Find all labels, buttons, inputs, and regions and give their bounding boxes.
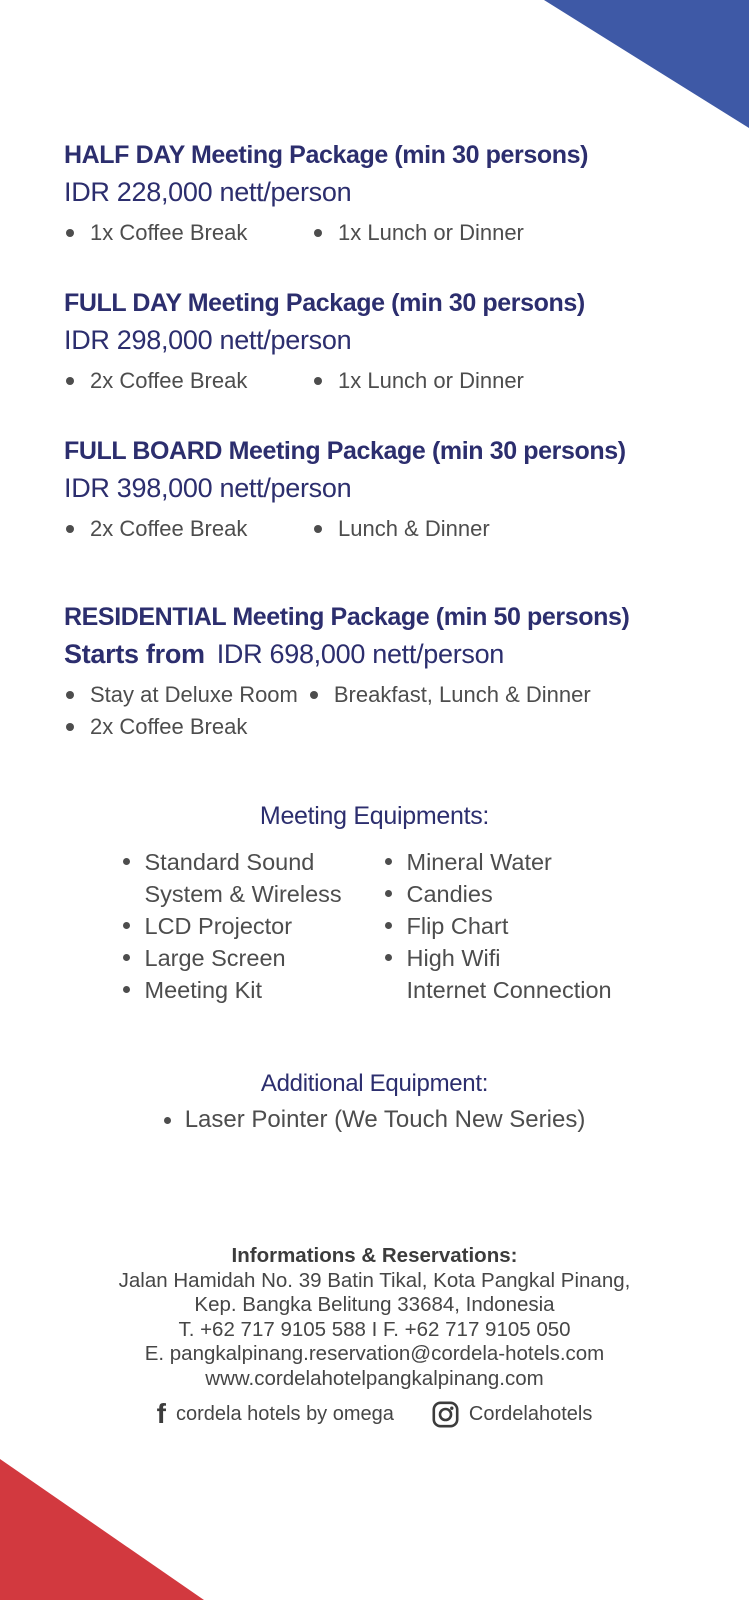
bullet-icon — [66, 377, 74, 385]
bullet-icon — [385, 858, 392, 865]
equipment-label: Meeting Kit — [144, 977, 263, 1003]
equipment-item — [385, 846, 627, 878]
address-line: Jalan Hamidah No. 39 Batin Tikal, Kota Pangkal Pinang, — [118, 1268, 631, 1292]
equipment-label: Standard Sound — [144, 849, 315, 875]
facebook-icon: f — [156, 1398, 166, 1429]
package-price: IDR 228,000 nett/person — [64, 177, 352, 207]
email-line: E. pangkalpinang.reservation@cordela-hotels.com — [144, 1342, 605, 1365]
package-half-day — [64, 138, 712, 248]
package-bullet — [312, 366, 524, 396]
bullet-icon — [66, 229, 74, 237]
equipment-right-column — [385, 846, 627, 1006]
blue-corner-triangle — [544, 0, 749, 128]
equipment-label: Candies — [406, 881, 493, 907]
website-line: www.cordelahotelpangkalpinang.com — [205, 1366, 544, 1390]
equipment-label: LCD Projector — [144, 913, 293, 939]
equipment-label: System & Wireless — [144, 881, 342, 907]
bullet-label: Stay at Deluxe Room — [90, 682, 298, 707]
facebook-label: cordela hotels by omega — [175, 1402, 394, 1425]
facebook-group — [157, 1400, 394, 1428]
package-price — [64, 636, 712, 672]
bullet-icon — [385, 954, 392, 961]
bullet-icon — [123, 922, 130, 929]
bullet-icon — [385, 922, 392, 929]
package-bullet-row — [64, 680, 712, 710]
bullet-icon — [66, 525, 74, 533]
package-price-value: IDR 698,000 nett/person — [216, 639, 505, 669]
bullet-icon — [66, 723, 74, 731]
equipment-item-continuation — [385, 974, 627, 1006]
equipment-item-continuation — [123, 878, 385, 910]
package-bullet — [312, 514, 490, 544]
additional-item-label: Laser Pointer (We Touch New Series) — [184, 1106, 586, 1133]
equipment-item — [123, 974, 385, 1006]
bullet-icon — [314, 229, 322, 237]
red-corner-triangle — [0, 1459, 204, 1600]
equipment-item — [385, 910, 627, 942]
package-price: IDR 398,000 nett/person — [64, 473, 352, 503]
footer-contact-block — [0, 1244, 749, 1428]
package-bullet-row — [64, 218, 712, 248]
equipment-label: Mineral Water — [406, 849, 552, 875]
package-title: HALF DAY Meeting Package (min 30 persons) — [64, 141, 589, 169]
package-bullet — [308, 680, 591, 710]
meeting-equipment-section — [0, 800, 749, 1006]
additional-equipment-section — [0, 1068, 749, 1136]
social-row — [0, 1400, 749, 1428]
package-title: RESIDENTIAL Meeting Package (min 50 persons) — [64, 603, 630, 631]
equipment-item — [123, 846, 385, 878]
bullet-label: Breakfast, Lunch & Dinner — [333, 682, 591, 707]
bullet-label: 2x Coffee Break — [90, 368, 248, 393]
instagram-label: Cordelahotels — [468, 1402, 593, 1425]
instagram-group — [432, 1401, 592, 1428]
package-bullet — [64, 514, 312, 544]
package-title: FULL BOARD Meeting Package (min 30 persons) — [64, 437, 626, 465]
package-bullet — [64, 366, 312, 396]
package-residential — [64, 600, 712, 742]
equipment-label: High Wifi — [406, 945, 501, 971]
equipment-item — [123, 910, 385, 942]
footer-heading: Informations & Reservations: — [231, 1244, 518, 1267]
bullet-icon — [314, 377, 322, 385]
package-bullet — [64, 218, 312, 248]
bullet-label: Lunch & Dinner — [338, 516, 490, 541]
address-line: Kep. Bangka Belitung 33684, Indonesia — [194, 1293, 555, 1316]
additional-item — [0, 1104, 749, 1136]
bullet-icon — [385, 890, 392, 897]
bullet-label: 2x Coffee Break — [90, 714, 248, 739]
package-bullet — [64, 712, 247, 742]
package-bullet-row — [64, 514, 712, 544]
bullet-icon — [314, 525, 322, 533]
bullet-icon — [164, 1117, 171, 1124]
bullet-label: 1x Coffee Break — [90, 220, 248, 245]
bullet-icon — [123, 858, 130, 865]
packages-list — [64, 138, 712, 780]
package-price: IDR 298,000 nett/person — [64, 325, 352, 355]
bullet-label: 2x Coffee Break — [90, 516, 248, 541]
package-bullet — [312, 218, 524, 248]
equipment-heading: Meeting Equipments: — [259, 802, 490, 830]
equipment-left-column — [123, 846, 385, 1006]
package-bullet-row — [64, 712, 712, 742]
equipment-label: Flip Chart — [406, 913, 509, 939]
equipment-item — [123, 942, 385, 974]
package-title: FULL DAY Meeting Package (min 30 persons) — [64, 289, 585, 317]
package-full-day — [64, 286, 712, 396]
bullet-label: 1x Lunch or Dinner — [338, 220, 524, 245]
bullet-icon — [123, 986, 130, 993]
phone-fax-line: T. +62 717 9105 588 I F. +62 717 9105 050 — [178, 1317, 571, 1341]
bullet-icon — [66, 691, 74, 699]
package-bullet-row — [64, 366, 712, 396]
equipment-label: Large Screen — [144, 945, 286, 971]
bullet-icon — [310, 691, 318, 699]
bullet-icon — [123, 954, 130, 961]
equipment-item — [385, 942, 627, 974]
bullet-label: 1x Lunch or Dinner — [338, 368, 524, 393]
package-full-board — [64, 434, 712, 544]
instagram-icon — [432, 1401, 459, 1428]
package-price-prefix: Starts from — [64, 639, 205, 669]
equipment-columns — [0, 846, 749, 1006]
additional-heading: Additional Equipment: — [260, 1070, 489, 1097]
equipment-item — [385, 878, 627, 910]
equipment-label: Internet Connection — [406, 977, 612, 1003]
package-bullet — [64, 680, 298, 710]
